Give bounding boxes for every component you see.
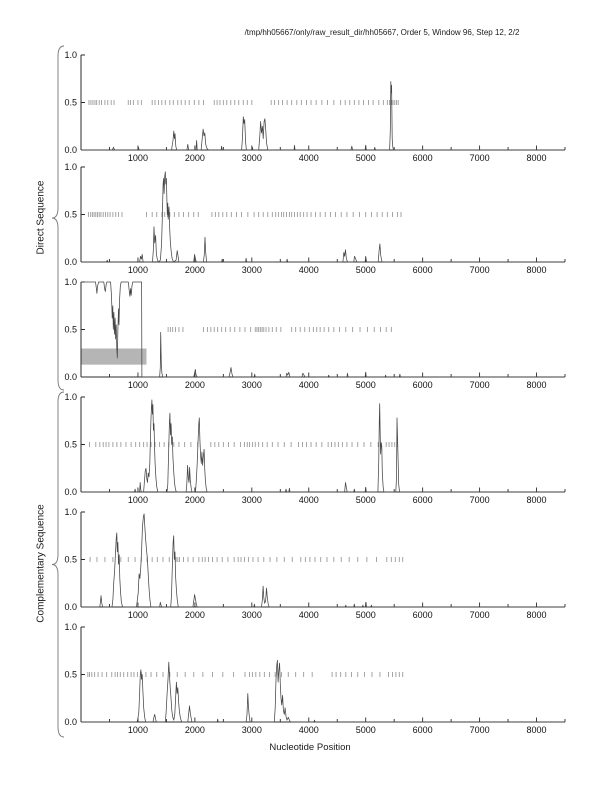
x-tick-label: 2000 <box>184 380 205 390</box>
x-tick-label: 3000 <box>241 380 262 390</box>
x-tick-label: 4000 <box>298 610 319 620</box>
x-tick-label: 1000 <box>127 265 148 275</box>
y-tick-label: 0.5 <box>64 439 77 450</box>
probability-curve <box>81 282 565 377</box>
x-tick-label: 3000 <box>241 610 262 620</box>
x-tick-label: 3000 <box>241 725 262 735</box>
y-tick-label: 0.0 <box>64 487 77 497</box>
panel-direct-frame-1 <box>64 50 565 163</box>
y-tick-label: 0.5 <box>64 209 77 220</box>
panel-complementary-frame-3 <box>64 622 565 735</box>
x-tick-label: 6000 <box>412 495 433 505</box>
y-tick-label: 1.0 <box>64 507 77 517</box>
probability-curve <box>81 514 565 607</box>
x-tick-label: 4000 <box>298 495 319 505</box>
x-tick-label: 6000 <box>412 380 433 390</box>
x-tick-label: 8000 <box>526 380 547 390</box>
y-tick-label: 0.5 <box>64 554 77 565</box>
y-tick-label: 0.5 <box>64 97 77 108</box>
x-tick-label: 3000 <box>241 265 262 275</box>
x-tick-label: 8000 <box>526 610 547 620</box>
x-tick-label: 6000 <box>412 265 433 275</box>
x-tick-label: 7000 <box>469 725 490 735</box>
x-tick-label: 5000 <box>355 495 376 505</box>
y-tick-label: 1.0 <box>64 50 77 60</box>
x-tick-label: 1000 <box>127 153 148 163</box>
probability-curve <box>81 660 565 722</box>
x-tick-label: 7000 <box>469 380 490 390</box>
y-tick-label: 1.0 <box>64 392 77 402</box>
x-tick-label: 5000 <box>355 265 376 275</box>
y-tick-label: 0.0 <box>64 717 77 727</box>
x-tick-label: 8000 <box>526 153 547 163</box>
x-tick-label: 2000 <box>184 153 205 163</box>
x-tick-label: 4000 <box>298 265 319 275</box>
panel-direct-frame-3 <box>64 277 565 390</box>
y-tick-label: 1.0 <box>64 162 77 172</box>
x-tick-label: 8000 <box>526 265 547 275</box>
x-tick-label: 3000 <box>241 153 262 163</box>
complementary-sequence-label: Complementary Sequence <box>35 504 47 623</box>
x-tick-label: 4000 <box>298 153 319 163</box>
x-tick-label: 1000 <box>127 380 148 390</box>
x-tick-label: 8000 <box>526 495 547 505</box>
complementary-sequence-brace <box>52 392 64 737</box>
x-tick-label: 2000 <box>184 610 205 620</box>
direct-sequence-brace <box>52 46 64 390</box>
y-tick-label: 0.0 <box>64 602 77 612</box>
panel-direct-frame-2 <box>64 162 565 275</box>
x-tick-label: 7000 <box>469 153 490 163</box>
x-tick-label: 1000 <box>127 495 148 505</box>
x-tick-label: 7000 <box>469 265 490 275</box>
y-tick-label: 0.5 <box>64 324 77 335</box>
panel-complementary-frame-1 <box>64 392 565 505</box>
y-tick-label: 0.5 <box>64 669 77 680</box>
x-tick-label: 2000 <box>184 495 205 505</box>
x-tick-label: 4000 <box>298 380 319 390</box>
y-tick-label: 1.0 <box>64 622 77 632</box>
probability-curve <box>81 82 565 150</box>
highlight-region <box>81 349 146 365</box>
x-tick-label: 5000 <box>355 380 376 390</box>
probability-curve <box>81 400 565 492</box>
x-tick-label: 5000 <box>355 725 376 735</box>
x-tick-label: 7000 <box>469 495 490 505</box>
y-tick-label: 1.0 <box>64 277 77 287</box>
x-tick-label: 2000 <box>184 725 205 735</box>
x-tick-label: 4000 <box>298 725 319 735</box>
x-tick-label: 7000 <box>469 610 490 620</box>
y-tick-label: 0.0 <box>64 145 77 155</box>
x-tick-label: 6000 <box>412 153 433 163</box>
y-tick-label: 0.0 <box>64 372 77 382</box>
y-tick-label: 0.0 <box>64 257 77 267</box>
panel-complementary-frame-2 <box>64 507 565 620</box>
direct-sequence-label: Direct Sequence <box>35 180 47 255</box>
x-tick-label: 2000 <box>184 265 205 275</box>
figure-title: /tmp/hh05667/only/raw_result_dir/hh05667, Order 5, Window 96, Step 12, 2/2 <box>244 28 520 37</box>
x-tick-label: 8000 <box>526 725 547 735</box>
x-tick-label: 5000 <box>355 153 376 163</box>
x-tick-label: 3000 <box>241 495 262 505</box>
x-axis-label: Nucleotide Position <box>269 742 351 753</box>
x-tick-label: 5000 <box>355 610 376 620</box>
x-tick-label: 1000 <box>127 725 148 735</box>
x-tick-label: 6000 <box>412 610 433 620</box>
probability-curve <box>81 172 565 262</box>
x-tick-label: 6000 <box>412 725 433 735</box>
x-tick-label: 1000 <box>127 610 148 620</box>
